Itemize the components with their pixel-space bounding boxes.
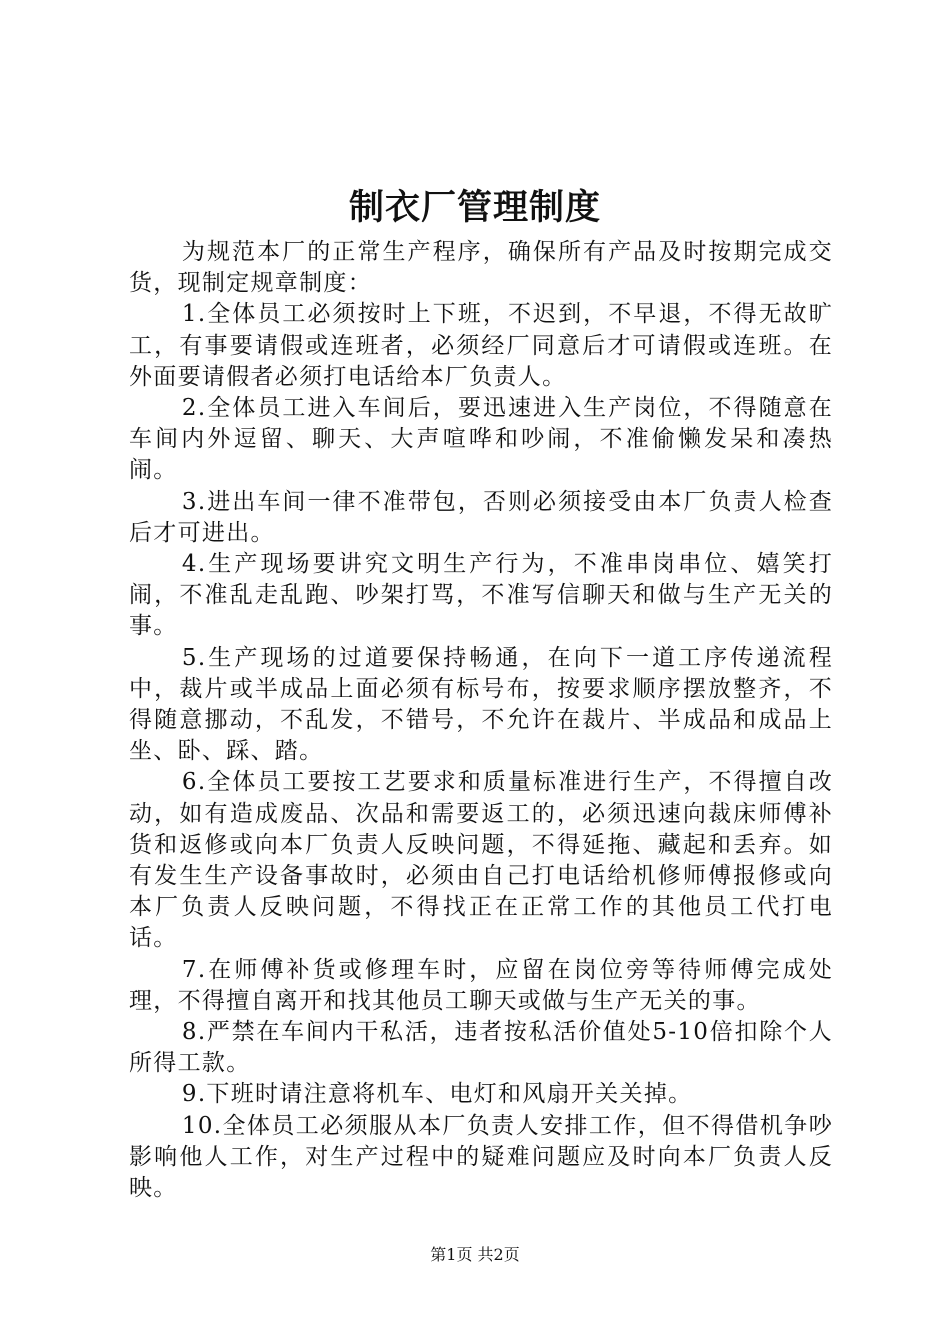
page-number-footer: 第1页 共2页 (430, 1245, 520, 1264)
intro-paragraph: 为规范本厂的正常生产程序，确保所有产品及时按期完成交货，现制定规章制度： (129, 239, 833, 297)
document-body (129, 237, 833, 1204)
rule-7-paragraph: 7.在师傅补货或修理车时，应留在岗位旁等待师傅完成处理，不得擅自离开和找其他员工聊天或做与生产无关的事。 (129, 956, 833, 1014)
rule-3-paragraph: 3.进出车间一律不准带包，否则必须接受由本厂负责人检查后才可进出。 (129, 488, 833, 546)
rule-4-paragraph: 4.生产现场要讲究文明生产行为，不准串岗串位、嬉笑打闹，不准乱走乱跑、吵架打骂，不准写信聊天和做与生产无关的事。 (129, 551, 833, 640)
rule-1-paragraph: 1.全体员工必须按时上下班，不迟到，不早退，不得无故旷工，有事要请假或连班者，必须经厂同意后才可请假或连班。在外面要请假者必须打电话给本厂负责人。 (129, 301, 833, 390)
rule-5-paragraph: 5.生产现场的过道要保持畅通，在向下一道工序传递流程中，裁片或半成品上面必须有标号布，按要求顺序摆放整齐，不得随意挪动，不乱发，不错号，不允许在裁片、半成品和成品上坐、卧、踩、踏。 (129, 644, 833, 765)
rule-9-paragraph: 9.下班时请注意将机车、电灯和风扇开关关掉。 (181, 1081, 693, 1108)
rule-8-paragraph: 8.严禁在车间内干私活，违者按私活价值处5-10倍扣除个人所得工款。 (129, 1019, 833, 1077)
document-title: 制衣厂管理制度 (348, 187, 601, 228)
rule-10-paragraph: 10.全体员工必须服从本厂负责人安排工作，但不得借机争吵影响他人工作，对生产过程中的疑难问题应及时向本厂负责人反映。 (129, 1112, 833, 1202)
rule-2-paragraph: 2.全体员工进入车间后，要迅速进入生产岗位，不得随意在车间内外逗留、聊天、大声喧哗和吵闹，不准偷懒发呆和凑热闹。 (129, 395, 833, 484)
rule-6-paragraph: 6.全体员工要按工艺要求和质量标准进行生产，不得擅自改动，如有造成废品、次品和需要返工的，必须迅速向裁床师傅补货和返修或向本厂负责人反映问题，不得延拖、藏起和丢弃。如有发生生产设备事故时，必须由自己打电话给机修师傅报修或向本厂负责人反映问题，不得找正在正常工作的其他员工代打电话。 (129, 769, 833, 952)
